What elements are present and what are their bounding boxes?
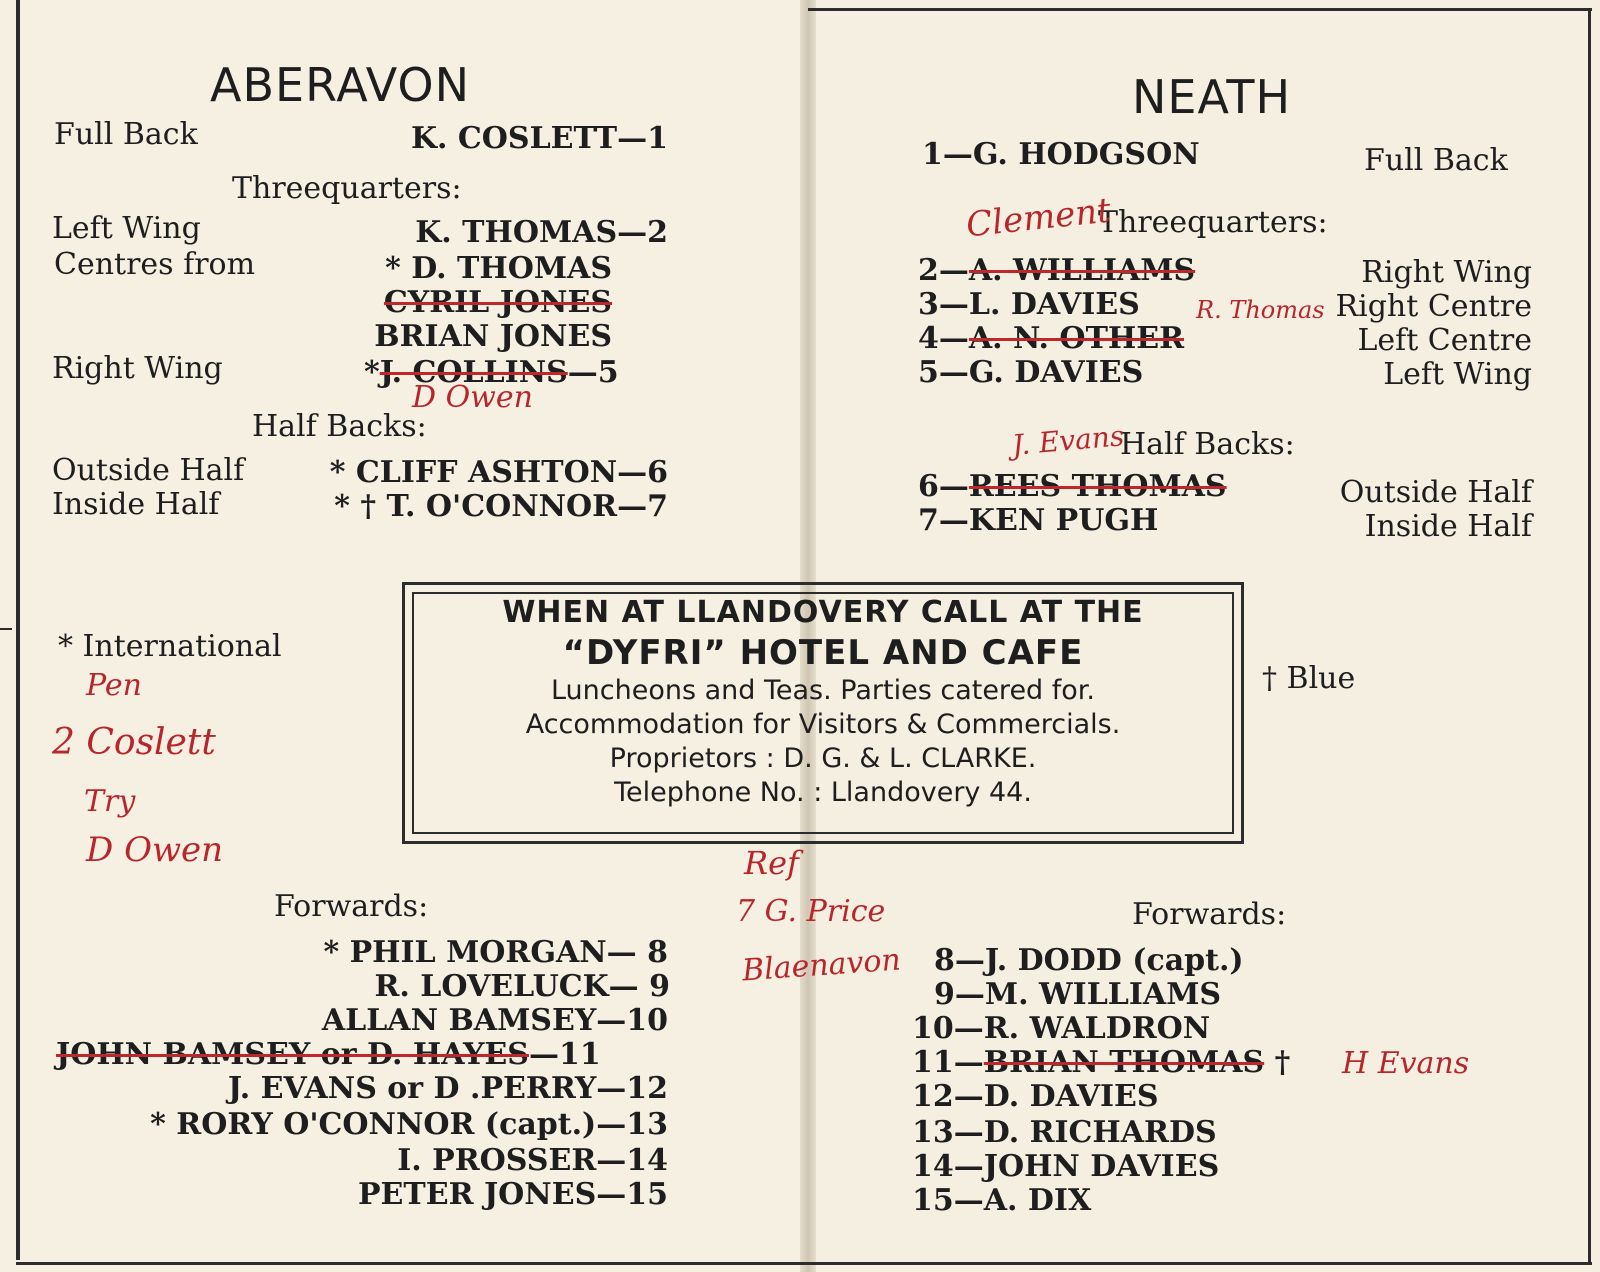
aberavon-player-15: PETER JONES—15	[357, 1177, 668, 1212]
neath-player-10: 10—R. WALDRON	[912, 1011, 1211, 1046]
neath-player-4-name: A. N. OTHER	[968, 321, 1185, 356]
aberavon-player-8: * PHIL MORGAN— 8	[323, 935, 668, 970]
blue-dagger: †	[1274, 1045, 1291, 1080]
aberavon-player-5-name: J. COLLINS	[379, 355, 568, 390]
neath-player-6	[918, 470, 1227, 504]
handwritten-ref: Ref	[744, 844, 799, 882]
handwritten-pen: Pen	[86, 668, 142, 703]
neath-player-2-number: 2—	[918, 253, 969, 288]
advert-proprietors: Proprietors : D. G. & L. CLARKE.	[609, 743, 1037, 774]
left-centre-label: Left Centre	[1357, 323, 1532, 358]
neath-player-4-number: 4—	[918, 321, 969, 356]
neath-player-12: 12—D. DAVIES	[912, 1079, 1159, 1114]
team-title-neath: NEATH	[1132, 70, 1292, 124]
advert-line-1: WHEN AT LLANDOVERY CALL AT THE	[502, 595, 1144, 630]
advert-line-4: Accommodation for Visitors & Commercials.	[525, 709, 1121, 740]
forwards-heading-right: Forwards:	[1132, 897, 1287, 932]
handwritten-d-owen-try: D Owen	[86, 830, 224, 870]
left-wing-label-neath: Left Wing	[1383, 357, 1532, 392]
advert-hotel-name: “DYFRI” HOTEL AND CAFE	[562, 633, 1084, 673]
left-wing-label: Left Wing	[52, 211, 201, 246]
full-back-label: Full Back	[54, 117, 198, 152]
neath-player-5: 5—G. DAVIES	[918, 355, 1144, 390]
blue-note: † Blue	[1262, 661, 1356, 696]
right-centre-label: Right Centre	[1335, 289, 1532, 324]
right-wing-label-neath: Right Wing	[1361, 255, 1532, 290]
margin-tick	[0, 628, 12, 630]
neath-full-back-label: Full Back	[1364, 143, 1508, 178]
aberavon-player-5-number: —5	[567, 355, 619, 390]
neath-player-6-number: 6—	[918, 469, 969, 504]
neath-player-3: 3—L. DAVIES	[918, 287, 1140, 322]
neath-player-1: 1—G. HODGSON	[922, 137, 1200, 172]
neath-player-2-name: A. WILLIAMS	[968, 253, 1196, 288]
aberavon-player-7: * † T. O'CONNOR—7	[334, 489, 668, 524]
handwritten-r-thomas: R. Thomas	[1196, 296, 1325, 324]
neath-player-2	[918, 254, 1195, 288]
handwritten-coslett: 2 Coslett	[52, 722, 216, 763]
handwritten-blaenavon: Blaenavon	[740, 942, 902, 989]
aberavon-player-14: I. PROSSER—14	[397, 1143, 668, 1178]
aberavon-player-13: * RORY O'CONNOR (capt.)—13	[150, 1107, 668, 1142]
international-note: * International	[58, 629, 282, 664]
handwritten-j-evans: J. Evans	[1010, 419, 1126, 462]
border-rule-bottom	[16, 1262, 1592, 1265]
neath-player-11	[912, 1046, 1290, 1080]
outside-half-label: Outside Half	[52, 453, 245, 488]
advert-telephone: Telephone No. : Llandovery 44.	[614, 777, 1032, 808]
aberavon-player-11-number: —11	[528, 1037, 601, 1072]
handwritten-h-evans: H Evans	[1342, 1046, 1470, 1081]
right-wing-label: Right Wing	[52, 351, 223, 386]
hotel-advert	[402, 582, 1244, 844]
outside-half-label-neath: Outside Half	[1339, 475, 1532, 510]
neath-player-11-name: BRIAN THOMAS	[983, 1045, 1265, 1080]
neath-player-13: 13—D. RICHARDS	[912, 1115, 1217, 1150]
border-rule-right	[1588, 8, 1591, 1263]
threequarters-heading-left: Threequarters:	[232, 171, 462, 206]
handwritten-ref-name: 7 G. Price	[736, 894, 886, 929]
handwritten-clement: Clement	[964, 190, 1113, 246]
team-title-aberavon: ABERAVON	[210, 58, 470, 112]
aberavon-player-9: R. LOVELUCK— 9	[374, 969, 670, 1004]
centres-label: Centres from	[54, 247, 256, 282]
neath-player-14: 14—JOHN DAVIES	[912, 1149, 1220, 1184]
border-rule-left	[16, 0, 20, 1260]
neath-player-8: 8—J. DODD (capt.)	[934, 943, 1244, 978]
neath-player-7: 7—KEN PUGH	[918, 503, 1159, 538]
aberavon-player-6: * CLIFF ASHTON—6	[329, 455, 668, 490]
half-backs-heading-left: Half Backs:	[252, 409, 427, 444]
forwards-heading-left: Forwards:	[274, 889, 429, 924]
inside-half-label: Inside Half	[52, 487, 220, 522]
inside-half-label-neath: Inside Half	[1364, 509, 1532, 544]
advert-line-3: Luncheons and Teas. Parties catered for.	[550, 675, 1096, 706]
neath-player-9: 9—M. WILLIAMS	[934, 977, 1222, 1012]
neath-player-15: 15—A. DIX	[912, 1183, 1092, 1218]
handwritten-try: Try	[84, 784, 136, 819]
aberavon-centre-cyril-jones: CYRIL JONES	[383, 285, 612, 320]
threequarters-heading-right: Threequarters:	[1098, 205, 1328, 240]
neath-player-4	[918, 322, 1184, 356]
international-asterisk: *	[364, 355, 380, 390]
border-rule-top	[808, 8, 1592, 11]
aberavon-player-11-name: JOHN BAMSEY or D. HAYES	[56, 1037, 529, 1072]
aberavon-centre-brian-jones: BRIAN JONES	[374, 319, 612, 354]
aberavon-player-12: J. EVANS or D .PERRY—12	[227, 1071, 668, 1106]
aberavon-centre-d-thomas: * D. THOMAS	[385, 251, 612, 286]
neath-player-6-name: REES THOMAS	[968, 469, 1227, 504]
aberavon-player-10: ALLAN BAMSEY—10	[321, 1003, 668, 1038]
neath-player-11-number: 11—	[912, 1045, 984, 1080]
handwritten-d-owen-substitute: D Owen	[412, 380, 533, 415]
aberavon-player-2: K. THOMAS—2	[415, 215, 668, 250]
aberavon-player-1: K. COSLETT—1	[410, 121, 668, 156]
half-backs-heading-right: Half Backs:	[1120, 427, 1295, 462]
aberavon-player-11	[56, 1038, 601, 1072]
